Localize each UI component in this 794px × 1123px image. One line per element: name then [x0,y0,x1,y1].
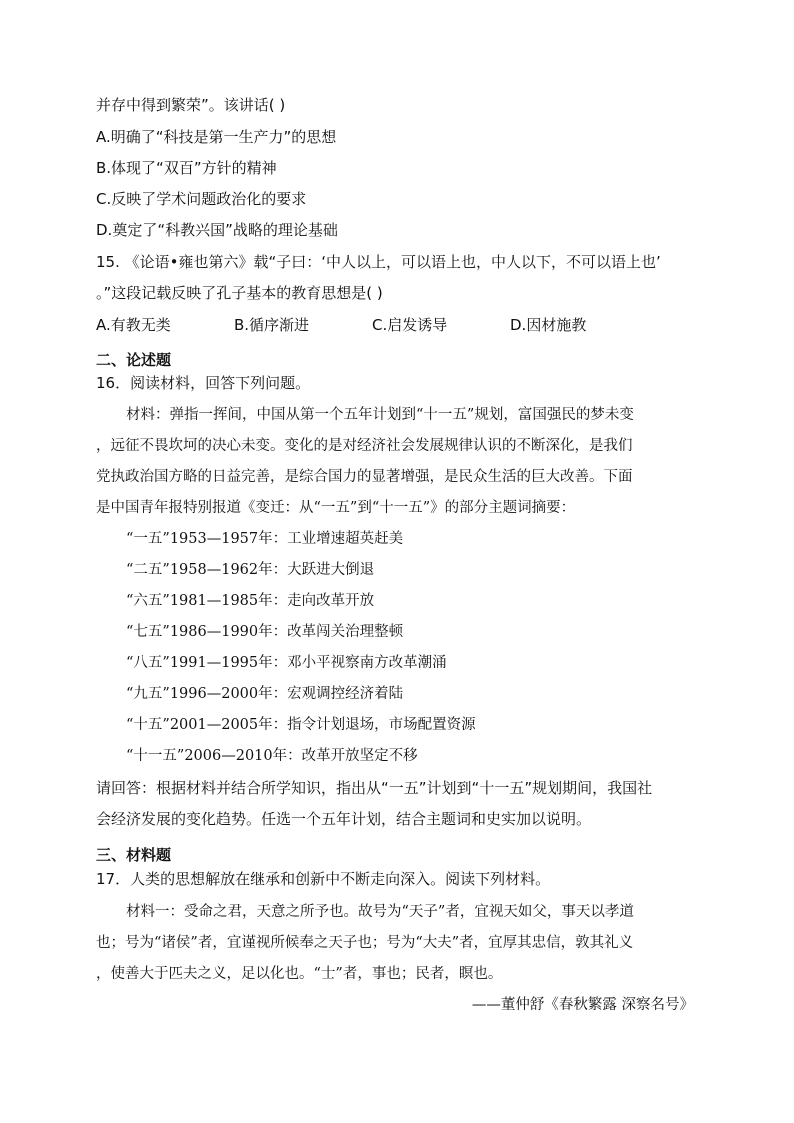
section3-heading: 三、材料题 [96,846,172,864]
q15-stem-line2: 。”这段记载反映了孔子基本的教育思想是( ) [96,284,383,302]
section2-heading: 二、论述题 [96,351,172,369]
q15-option-d: D.因材施教 [510,316,587,334]
q16-material-line-2: ，远征不畏坎坷的决心未变。变化的是对经济社会发展规律认识的不断深化，是我们 [96,438,633,454]
q15-stem-line1: 15. 《论语•雍也第六》载“子曰：‘中人以上，可以语上也，中人以下，不可以语上也’ [96,253,661,271]
q15-option-a: A.有教无类 [96,316,171,334]
q17-material1-line-3: ，使善大于匹夫之义，足以化也。“士”者，事也；民者，瞑也。 [96,966,503,982]
q16-stem: 16．阅读材料，回答下列问题。 [96,374,311,392]
q16-question-line-2: 会经济发展的变化趋势。任选一个五年计划，结合主题词和史实加以说明。 [96,810,592,828]
q17-material1-line-1: 材料一：受命之君，天意之所予也。故号为“天子”者，宜视天如父，事天以孝道 [126,904,634,920]
plan-item: “十五”2001—2005年：指令计划退场，市场配置资源 [126,717,476,733]
q17-material1-source: ——董仲舒《春秋繁露 深察名号》 [471,997,694,1013]
q16-material-line [126,404,634,426]
q14-stem-tail: 并存中得到繁荣”。该讲话( ) [96,96,286,114]
q14-option-d: D.奠定了“科教兴国”战略的理论基础 [96,221,338,239]
plan-item: “十一五”2006—2010年：改革开放坚定不移 [126,748,418,764]
plan-item: “二五”1958—1962年：大跃进大倒退 [126,562,375,578]
q14-option-a: A.明确了“科技是第一生产力”的思想 [96,128,337,146]
plan-item: “七五”1986—1990年：改革闯关治理整顿 [126,624,404,640]
q16-material-line-4: 是中国青年报特别报道《变迁：从“一五”到“十一五”》的部分主题词摘要： [96,500,576,516]
plan-item: “八五”1991—1995年：邓小平视察南方改革潮涌 [126,655,447,671]
q16-material-line-1: 材料：弹指一挥间，中国从第一个五年计划到“十一五”规划，富国强民的梦未变 [126,407,634,423]
q15-options [96,314,716,336]
q16-question-line-1: 请回答：根据材料并结合所学知识，指出从“一五”计划到“十一五”规划期间，我国社 [96,779,653,797]
q14-option-b: B.体现了“双百”方针的精神 [96,159,277,177]
q16-material-line-3: 党执政治国方略的日益完善，是综合国力的显著增强，是民众生活的巨大改善。下面 [96,469,633,485]
plan-item: “六五”1981—1985年：走向改革开放 [126,593,375,609]
q15-option-b: B.循序渐进 [234,316,310,334]
q17-stem: 17．人类的思想解放在继承和创新中不断走向深入。阅读下列材料。 [96,870,551,888]
plan-item: “九五”1996—2000年：宏观调控经济着陆 [126,686,404,702]
plan-item: “一五”1953—1957年：工业增速超英赶美 [126,531,404,547]
q15-option-c: C.启发诱导 [372,316,448,334]
q17-material1-line-2: 也；号为“诸侯”者，宜谨视所候奉之天子也；号为“大夫”者，宜厚其忠信，敦其礼义 [96,935,634,951]
q14-option-c: C.反映了学术问题政治化的要求 [96,190,307,208]
